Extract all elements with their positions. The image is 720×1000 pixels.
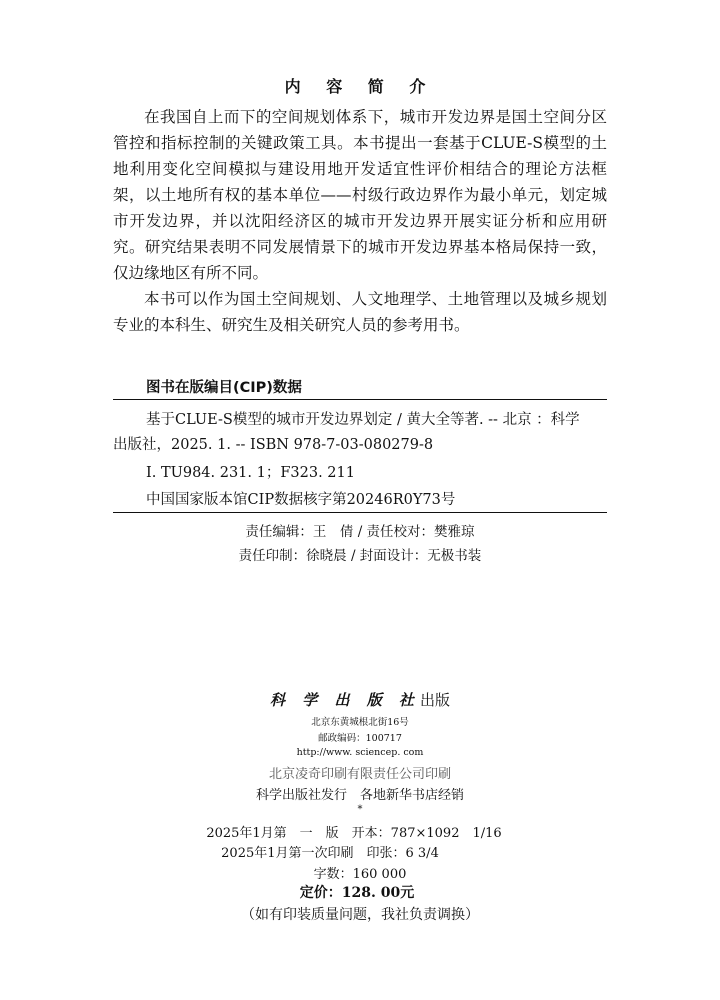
credits-editors: 责任编辑：王 倩 / 责任校对：樊雅琼: [245, 524, 475, 540]
publisher-name: 科 学 出 版 社: [270, 691, 420, 709]
cip-bottom-rule: [113, 512, 607, 513]
cip-top-rule: [113, 399, 607, 400]
edition-line: 2025年1月第 一 版 开本：787×1092 1/16: [206, 826, 502, 841]
publisher-postcode: 邮政编码：100717: [318, 733, 402, 744]
cip-line-2: 出版社，2025. 1. -- ISBN 978-7-03-080279-8: [113, 437, 434, 453]
printing-line: 2025年1月第一次印刷 印张：6 3/4: [221, 846, 439, 861]
publisher-line: [0, 689, 720, 710]
printer-line: 北京凌奇印刷有限责任公司印刷: [268, 767, 451, 782]
publisher-url: http://www. sciencep. com: [296, 747, 424, 758]
summary-paragraph-2: 本书可以作为国土空间规划、人文地理学、土地管理以及城乡规划专业的本科生、研究生及相关研究人员的参考用书。: [113, 290, 607, 334]
summary-body: [113, 104, 607, 338]
cip-heading: 图书在版编目(CIP)数据: [146, 380, 302, 396]
cip-line-3: Ⅰ. TU984. 231. 1；F323. 211: [146, 465, 355, 481]
credits-production: 责任印制：徐晓晨 / 封面设计：无极书装: [238, 548, 482, 564]
wordcount-line: 字数：160 000: [313, 867, 407, 882]
quality-notice: （如有印装质量问题，我社负责调换）: [241, 907, 479, 923]
publisher-address: 北京东黄城根北街16号: [311, 717, 409, 728]
cip-line-4: 中国国家版本馆CIP数据核字第20246R0Y73号: [146, 492, 456, 508]
price-line: 定价：128. 00元: [299, 885, 415, 901]
publisher-suffix: 出版: [419, 691, 450, 709]
distribution-line: 科学出版社发行 各地新华书店经销: [255, 788, 464, 803]
separator-star: *: [357, 804, 363, 815]
summary-title: 内 容 简 介: [284, 77, 436, 96]
cip-line-1: 基于CLUE-S模型的城市开发边界划定 / 黄大全等著. -- 北京 ：科学: [146, 412, 580, 428]
summary-paragraph-1: 在我国自上而下的空间规划体系下，城市开发边界是国土空间分区管控和指标控制的关键政策工具。本书提出一套基于CLUE-S模型的土地利用变化空间模拟与建设用地开发适宜性评价相结合的理论方法框架，以土地所有权的基本单位——村级行政边界作为最小单元，划定城市开发边界，并以沈阳经济区的城市开发边界开展实证分析和应用研究。研究结果表明不同发展情景下的城市开发边界基本格局保持一致，仅边缘地区有所不同。: [113, 108, 607, 282]
